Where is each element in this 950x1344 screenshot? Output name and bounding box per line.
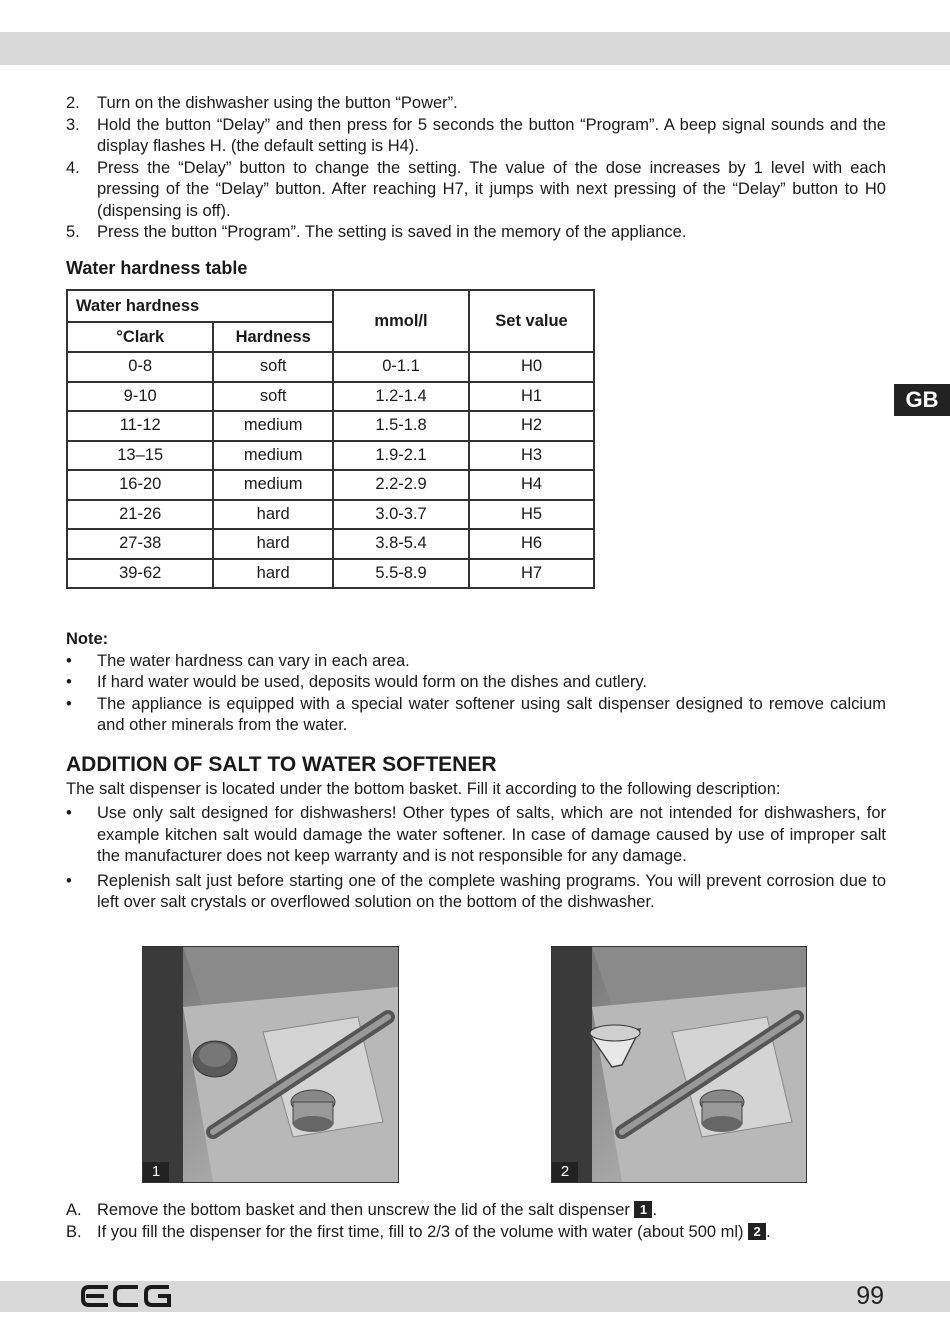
cell-clark: 11-12	[67, 411, 213, 441]
note-text: The appliance is equipped with a special water softener using salt dispenser designed to remove calcium and other minerals from the water.	[97, 694, 886, 734]
salt-bullet	[66, 871, 886, 914]
cell-clark: 16-20	[67, 470, 213, 500]
instruction-text: If you fill the dispenser for the first time, fill to 2/3 of the volume with water (about 500 ml)	[97, 1222, 749, 1241]
cell-clark: 13–15	[67, 441, 213, 471]
bullet: •	[66, 673, 72, 691]
figure-1	[142, 946, 399, 1183]
water-hardness-table	[66, 289, 595, 589]
cell-clark: 0-8	[67, 352, 213, 382]
page-number: 99	[856, 1282, 884, 1310]
table-header-mmol: mmol/l	[333, 290, 469, 352]
table-row	[67, 441, 594, 471]
step-number: 5.	[66, 223, 80, 241]
cell-clark: 9-10	[67, 382, 213, 412]
cell-clark: 39-62	[67, 559, 213, 589]
step-text: Press the button “Program”. The setting is saved in the memory of the appliance.	[97, 223, 687, 241]
cell-mmol: 5.5-8.9	[333, 559, 469, 589]
instruction-end: .	[766, 1222, 771, 1241]
cell-mmol: 1.9-2.1	[333, 441, 469, 471]
step-number: 4.	[66, 158, 80, 177]
note-item	[66, 672, 886, 694]
bullet: •	[66, 651, 72, 670]
instruction-item	[66, 1200, 886, 1222]
note-item	[66, 694, 886, 737]
section-title: ADDITION OF SALT TO WATER SOFTENER	[66, 753, 497, 776]
cell-clark: 27-38	[67, 529, 213, 559]
cell-set-value: H5	[469, 500, 594, 530]
cell-set-value: H1	[469, 382, 594, 412]
cell-hardness: medium	[213, 441, 333, 471]
cell-mmol: 3.0-3.7	[333, 500, 469, 530]
instruction-text: Remove the bottom basket and then unscrew the lid of the salt dispenser	[97, 1201, 635, 1219]
section-intro: The salt dispenser is located under the bottom basket. Fill it according to the following description:	[66, 779, 781, 798]
table-header-clark: °Clark	[67, 322, 213, 352]
instructions-list	[66, 1200, 886, 1243]
step-number: 3.	[66, 115, 80, 134]
figure-label: 1	[143, 1162, 169, 1182]
figure-2	[551, 946, 807, 1183]
note-text: The water hardness can vary in each area.	[97, 651, 410, 670]
steps-list	[66, 93, 886, 244]
salt-bullet-text: Replenish salt just before starting one of the complete washing programs. You will prevent corrosion due to left over salt crystals or overflowed solution on the bottom of the dishwasher.	[97, 871, 886, 911]
note-item	[66, 651, 886, 673]
bullet: •	[66, 694, 72, 713]
bullet: •	[66, 804, 72, 822]
table-row	[67, 411, 594, 441]
note-text: If hard water would be used, deposits would form on the dishes and cutlery.	[97, 673, 648, 691]
dishwasher-interior-image	[143, 947, 398, 1182]
cell-hardness: soft	[213, 352, 333, 382]
cell-set-value: H7	[469, 559, 594, 589]
cell-clark: 21-26	[67, 500, 213, 530]
table-title-wrap	[66, 258, 886, 280]
cell-set-value: H2	[469, 411, 594, 441]
figure-reference: 2	[748, 1223, 766, 1240]
figure-reference: 1	[634, 1201, 652, 1218]
cell-mmol: 1.2-1.4	[333, 382, 469, 412]
ecg-logo	[80, 1284, 172, 1313]
cell-set-value: H0	[469, 352, 594, 382]
table-row	[67, 352, 594, 382]
cell-hardness: medium	[213, 470, 333, 500]
note-section	[66, 629, 886, 737]
step-number: 2.	[66, 94, 80, 112]
dishwasher-funnel-image	[552, 947, 806, 1182]
cell-hardness: medium	[213, 411, 333, 441]
instruction-letter: A.	[66, 1201, 82, 1219]
header-bar	[0, 32, 950, 65]
cell-hardness: soft	[213, 382, 333, 412]
table-header-group: Water hardness	[67, 290, 333, 322]
table-row	[67, 470, 594, 500]
language-tab: GB	[894, 384, 950, 416]
cell-hardness: hard	[213, 529, 333, 559]
step-text: Press the “Delay” button to change the setting. The value of the dose increases by 1 level with each pressing of the “Delay” button. After reaching H7, it jumps with next pressing of the “Delay” button to H0 (dispensing is off).	[97, 158, 886, 220]
table-header-hardness: Hardness	[213, 322, 333, 352]
table-header-set-value: Set value	[469, 290, 594, 352]
salt-bullet-text: Use only salt designed for dishwashers! Other types of salts, which are not intended for dishwashers, for example kitchen salt would damage the water softener. In case of damage caused by use of improper salt the manufacturer does not keep warranty and is not responsible for any damage.	[97, 804, 886, 865]
cell-set-value: H6	[469, 529, 594, 559]
cell-mmol: 1.5-1.8	[333, 411, 469, 441]
bullet: •	[66, 871, 72, 890]
step-text: Turn on the dishwasher using the button “Power”.	[97, 94, 458, 112]
note-title: Note:	[66, 630, 109, 648]
step-text: Hold the button “Delay” and then press for 5 seconds the button “Program”. A beep signal sounds and the display flashes H. (the default setting is H4).	[97, 115, 886, 155]
instruction-item	[66, 1222, 886, 1244]
cell-set-value: H4	[469, 470, 594, 500]
table-row	[67, 500, 594, 530]
instruction-letter: B.	[66, 1222, 82, 1241]
salt-section	[66, 754, 886, 914]
table-title: Water hardness table	[66, 258, 248, 278]
cell-mmol: 3.8-5.4	[333, 529, 469, 559]
cell-mmol: 2.2-2.9	[333, 470, 469, 500]
table-row	[67, 559, 594, 589]
salt-bullet	[66, 803, 886, 868]
step-item	[66, 93, 886, 115]
step-item	[66, 222, 886, 244]
step-item	[66, 158, 886, 223]
table-row	[67, 382, 594, 412]
figure-label: 2	[552, 1162, 578, 1182]
step-item	[66, 115, 886, 158]
table-row	[67, 529, 594, 559]
cell-mmol: 0-1.1	[333, 352, 469, 382]
instruction-end: .	[652, 1201, 658, 1219]
cell-hardness: hard	[213, 500, 333, 530]
cell-set-value: H3	[469, 441, 594, 471]
ecg-logo-image	[80, 1284, 172, 1308]
cell-hardness: hard	[213, 559, 333, 589]
